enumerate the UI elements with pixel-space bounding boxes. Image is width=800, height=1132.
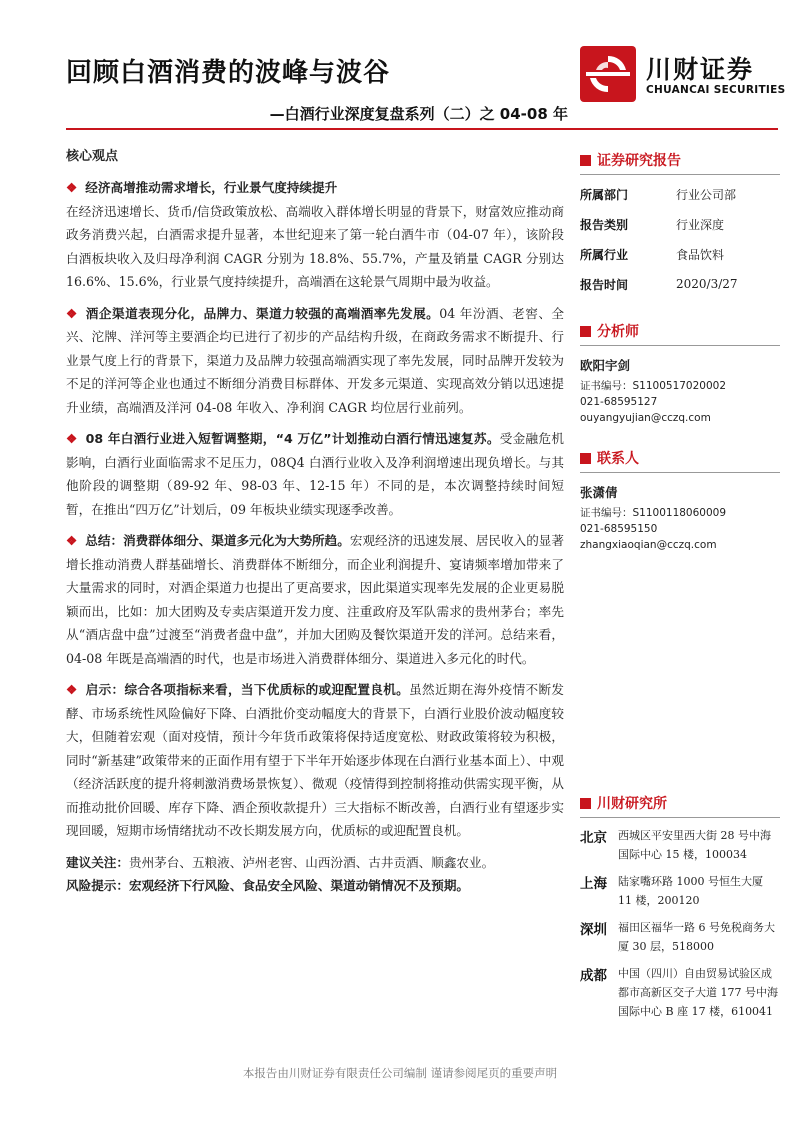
bullet-icon: ❖ — [66, 431, 78, 446]
sidebar — [580, 150, 780, 1021]
square-marker-icon — [580, 453, 591, 464]
info-row-department: 所属部门 行业公司部 — [580, 187, 737, 202]
paragraph-4 — [66, 529, 564, 670]
main-content — [66, 145, 564, 898]
office-beijing: 北京 西城区平安里西大街 28 号中海国际中心 15 楼，100034 — [580, 829, 771, 861]
paragraph-2-text: 04 年汾酒、老窖、全兴、沱牌、洋河等主要酒企均已进行了初步的产品结构升级，在商政务需求不断提升、行业景气度上行的背景下，渠道力及品牌力较强高端酒实现了率先发展，同时品牌开发较为不足的洋河等企业也通过不断细分消费目标群体、开发多元渠道、实现高效分销以迅速提升业绩，高端酒及洋河 04-08 年收入、净利润 CAGR 均位居行业前列。 — [66, 305, 565, 415]
logo-cn-text: 川财证券 — [646, 55, 755, 84]
paragraph-3-lead: 08 年白酒行业进入短暂调整期，“4 万亿”计划推动白酒行情迅速复苏。 — [85, 431, 500, 446]
paragraph-5-lead: 启示：综合各项指标来看，当下优质标的或迎配置良机。 — [85, 682, 410, 697]
paragraph-4-text: 宏观经济的迅速发展、居民收入的显著增长推动消费人群基础增长、消费群体不断细分，而企业利润提升、宴请频率增加带来了大量需求的同时，对酒企渠道力也提出了更高要求，因此渠道实现率先发展的企业更易脱颖而出，比如：加大团购及专卖店渠道开发力度、注重政府及军队需求的贵州茅台；率先从“酒店盘中盘”过渡至“消费者盘中盘”，并加大团购及餐饮渠道开发的洋河。总结来看，04-08 年既是高端酒的时代，也是市场进入消费群体细分、渠道进入多元化的时代。 — [66, 533, 564, 666]
paragraph-3 — [66, 427, 564, 521]
report-section-heading: 证券研究报告 — [580, 150, 780, 175]
page-title: 回顾白酒消费的波峰与波谷 — [66, 58, 391, 88]
paragraph-1-text: 在经济迅速增长、货币/信贷政策放松、高端收入群体增长明显的背景下，财富效应推动商政务消费兴起，白酒需求提升显著，本世纪迎来了第一轮白酒牛市（04-07 年），该阶段白酒板块收入及归母净利润 CAGR 分别为 18.8%、55.7%，产量及销量 CAGR 分别达 16.6%、15.6%，行业景气度持续提升，高端酒在这轮景气周期中最为收益。 — [66, 203, 564, 289]
analyst-phone: 021-68595127 — [580, 396, 658, 408]
office-shenzhen: 深圳 福田区福华一路 6 号免税商务大厦 30 层，518000 — [580, 921, 775, 953]
contact-section-heading: 联系人 — [580, 448, 780, 473]
bullet-icon: ❖ — [66, 180, 78, 195]
logo-en-text: CHUANCAI SECURITIES — [646, 84, 786, 96]
core-views-heading: 核心观点 — [66, 149, 119, 164]
report-info — [580, 179, 780, 299]
office-shanghai: 上海 陆家嘴环路 1000 号恒生大厦 11 楼，200120 — [580, 875, 763, 907]
office-chengdu: 成都 中国（四川）自由贸易试验区成都市高新区交子大道 177 号中海国际中心 B 座 17 楼，610041 — [580, 967, 778, 1018]
paragraph-2-lead: 酒企渠道表现分化，品牌力、渠道力较强的高端酒率先发展。 — [85, 305, 440, 321]
recommendation-label: 建议关注： — [66, 854, 129, 870]
risk-label: 风险提示： — [66, 878, 129, 893]
contact-name: 张潇倩 — [580, 485, 618, 500]
contact-email[interactable]: zhangxiaoqian@cczq.com — [580, 539, 717, 551]
info-row-category: 报告类别 行业深度 — [580, 217, 725, 232]
paragraph-1-lead: 经济高增推动需求增长，行业景气度持续提升 — [85, 180, 338, 195]
analyst-email[interactable]: ouyangyujian@cczq.com — [580, 412, 711, 424]
contact-cert: 证书编号：S1100118060009 — [580, 507, 727, 519]
analyst-section-heading: 分析师 — [580, 321, 780, 346]
institute-section-heading: 川财研究所 — [580, 793, 780, 818]
bullet-icon: ❖ — [66, 305, 78, 321]
bullet-icon: ❖ — [66, 682, 78, 697]
paragraph-4-lead: 总结：消费群体细分、渠道多元化为大势所趋。 — [85, 533, 350, 548]
paragraph-5-text: 虽然近期在海外疫情不断发酵、市场系统性风险偏好下降、白酒批价变动幅度大的背景下，白酒行业股价波动幅度较大，但随着宏观（面对疫情，预计今年货币政策将保持适度宽松、财政政策将较为积极，同时“新基建”政策带来的正面作用有望于下半年开始逐步体现在白酒行业基本面上）、中观（经济活跃度的提升将刺激消费场景恢复）、微观（疫情得到控制将推动供需实现平衡，从而推动批价回暖、库存下降、酒企预收款提升）三大指标不断改善，白酒行业有望逐步实现回暖，短期市场情绪扰动不改长期发展方向，优质标的或迎配置良机。 — [66, 682, 565, 838]
logo-mark-icon — [580, 46, 636, 102]
info-row-date: 报告时间 2020/3/27 — [580, 277, 738, 292]
risk-text: 宏观经济下行风险、食品安全风险、渠道动销情况不及预期。 — [128, 878, 469, 893]
risk-notice — [66, 874, 564, 898]
info-row-industry: 所属行业 食品饮料 — [580, 247, 725, 262]
analyst-name: 欧阳宇剑 — [580, 358, 631, 373]
paragraph-3-text: 受金融危机影响，白酒行业面临需求不足压力，08Q4 白酒行业收入及净利润增速出现负增长。与其他阶段的调整期（89-92 年、98-03 年、12-15 年）不同的是，本次调整持续时间短暂，在推出“四万亿”计划后，09 年板块业绩实现逐季改善。 — [66, 431, 564, 517]
header-divider — [66, 128, 778, 130]
square-marker-icon — [580, 798, 591, 809]
contact-phone: 021-68595150 — [580, 523, 658, 535]
recommendation-text: 贵州茅台、五粮液、泸州老窖、山西汾酒、古井贡酒、顺鑫农业。 — [128, 854, 495, 870]
brand-logo — [580, 46, 786, 102]
paragraph-5 — [66, 678, 564, 843]
paragraph-2 — [66, 302, 564, 420]
recommendation — [66, 851, 564, 875]
page-subtitle: —白酒行业深度复盘系列（二）之 04-08 年 — [269, 105, 568, 123]
footer-disclaimer: 本报告由川财证券有限责任公司编制 谨请参阅尾页的重要声明 — [242, 1066, 558, 1080]
bullet-icon: ❖ — [66, 533, 78, 548]
square-marker-icon — [580, 326, 591, 337]
paragraph-1 — [66, 176, 564, 294]
analyst-cert: 证书编号：S1100517020002 — [580, 380, 727, 392]
square-marker-icon — [580, 155, 591, 166]
